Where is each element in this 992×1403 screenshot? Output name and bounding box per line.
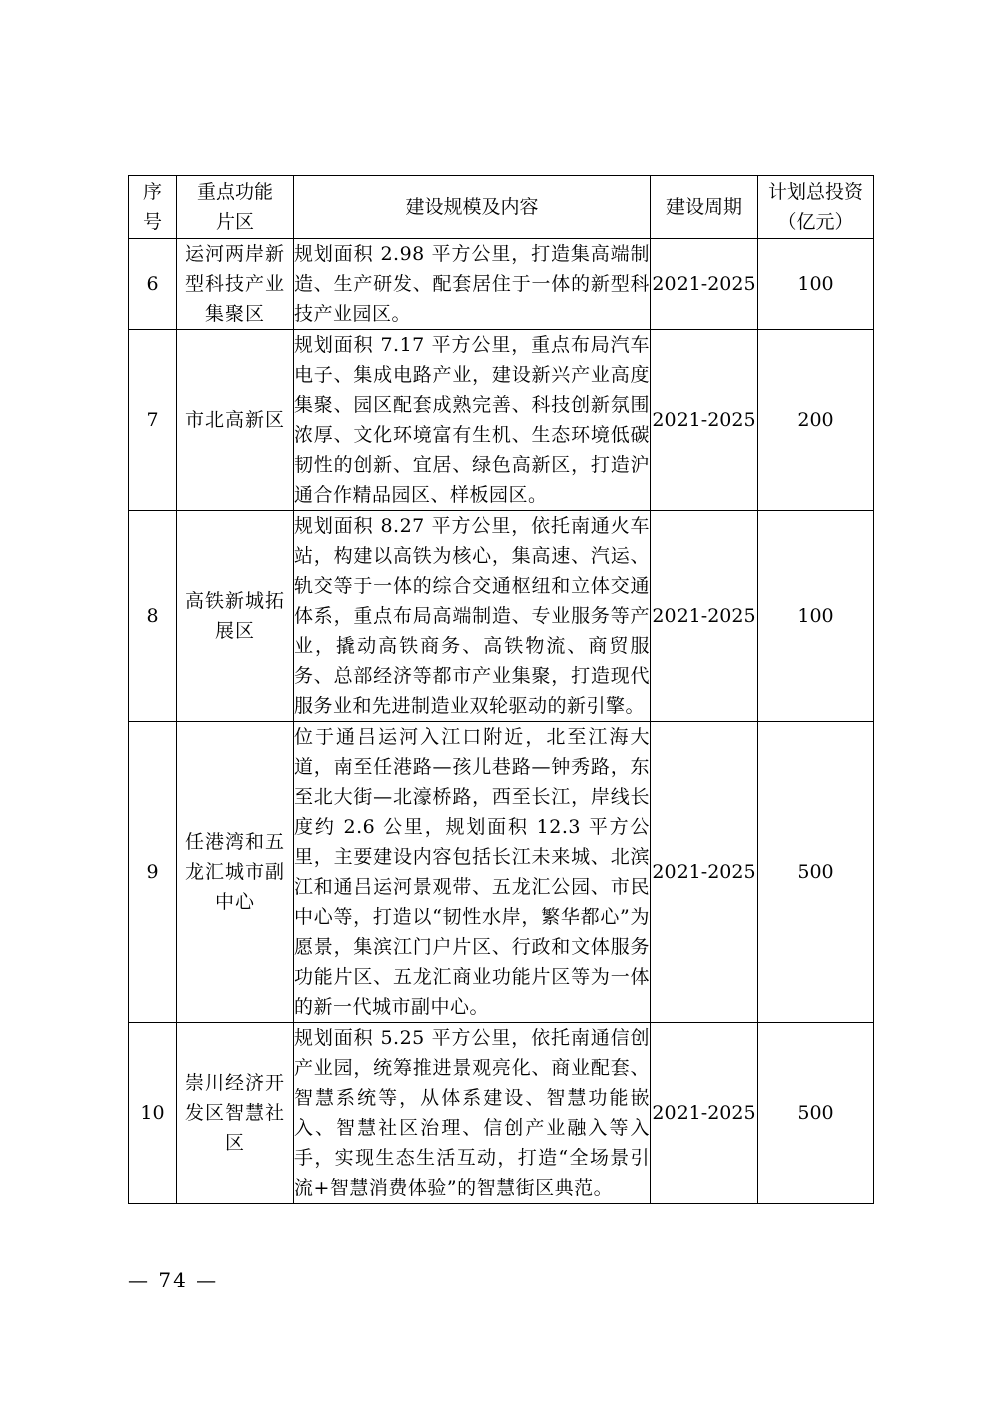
row-period: 2021-2025	[651, 330, 758, 511]
row-no: 6	[129, 239, 177, 330]
header-no	[129, 176, 177, 239]
row-no: 7	[129, 330, 177, 511]
header-investment-line2: （亿元）	[777, 211, 854, 233]
header-investment	[758, 176, 874, 239]
project-table	[128, 175, 874, 1204]
row-content: 规划面积 7.17 平方公里，重点布局汽车电子、集成电路产业，建设新兴产业高度集聚、园区配套成熟完善、科技创新氛围浓厚、文化环境富有生机、生态环境低碳韧性的创新、宜居、绿色高新区，打造沪通合作精品园区、样板园区。	[294, 330, 651, 511]
row-area: 高铁新城拓展区	[177, 511, 294, 722]
table-row	[129, 239, 874, 330]
row-no: 9	[129, 722, 177, 1023]
header-area-line2: 片区	[215, 211, 254, 233]
row-investment: 200	[758, 330, 874, 511]
row-period: 2021-2025	[651, 511, 758, 722]
row-no: 10	[129, 1023, 177, 1204]
row-content: 规划面积 5.25 平方公里，依托南通信创产业园，统筹推进景观亮化、商业配套、智慧系统等，从体系建设、智慧功能嵌入、智慧社区治理、信创产业融入等入手，实现生态生活互动，打造“全场景引流+智慧消费体验”的智慧街区典范。	[294, 1023, 651, 1204]
row-area: 运河两岸新型科技产业集聚区	[177, 239, 294, 330]
header-period: 建设周期	[651, 176, 758, 239]
row-no: 8	[129, 511, 177, 722]
table-row	[129, 1023, 874, 1204]
row-content: 位于通吕运河入江口附近，北至江海大道，南至任港路—孩儿巷路—钟秀路，东至北大街—北濠桥路，西至长江，岸线长度约 2.6 公里，规划面积 12.3 平方公里，主要建设内容包括长江未来城、北滨江和通吕运河景观带、五龙汇公园、市民中心等，打造以“韧性水岸，繁华都心”为愿景，集滨江门户片区、行政和文体服务功能片区、五龙汇商业功能片区等为一体的新一代城市副中心。	[294, 722, 651, 1023]
row-area: 崇川经济开发区智慧社区	[177, 1023, 294, 1204]
table-row	[129, 722, 874, 1023]
row-investment: 500	[758, 722, 874, 1023]
row-period: 2021-2025	[651, 1023, 758, 1204]
header-area-line1: 重点功能	[196, 181, 273, 203]
header-no-line1: 序	[142, 181, 162, 203]
row-period: 2021-2025	[651, 239, 758, 330]
row-area: 任港湾和五龙汇城市副中心	[177, 722, 294, 1023]
page-number: — 74 —	[128, 1268, 219, 1292]
table-row	[129, 330, 874, 511]
row-content: 规划面积 8.27 平方公里，依托南通火车站，构建以高铁为核心，集高速、汽运、轨交等于一体的综合交通枢纽和立体交通体系，重点布局高端制造、专业服务等产业，撬动高铁商务、高铁物流、商贸服务、总部经济等都市产业集聚，打造现代服务业和先进制造业双轮驱动的新引擎。	[294, 511, 651, 722]
row-area: 市北高新区	[177, 330, 294, 511]
header-no-line2: 号	[142, 211, 162, 233]
row-period: 2021-2025	[651, 722, 758, 1023]
row-content: 规划面积 2.98 平方公里，打造集高端制造、生产研发、配套居住于一体的新型科技产业园区。	[294, 239, 651, 330]
header-content: 建设规模及内容	[294, 176, 651, 239]
row-investment: 100	[758, 511, 874, 722]
row-investment: 100	[758, 239, 874, 330]
table-header-row	[129, 176, 874, 239]
table-row	[129, 511, 874, 722]
row-investment: 500	[758, 1023, 874, 1204]
header-investment-line1: 计划总投资	[767, 181, 863, 203]
header-area	[177, 176, 294, 239]
